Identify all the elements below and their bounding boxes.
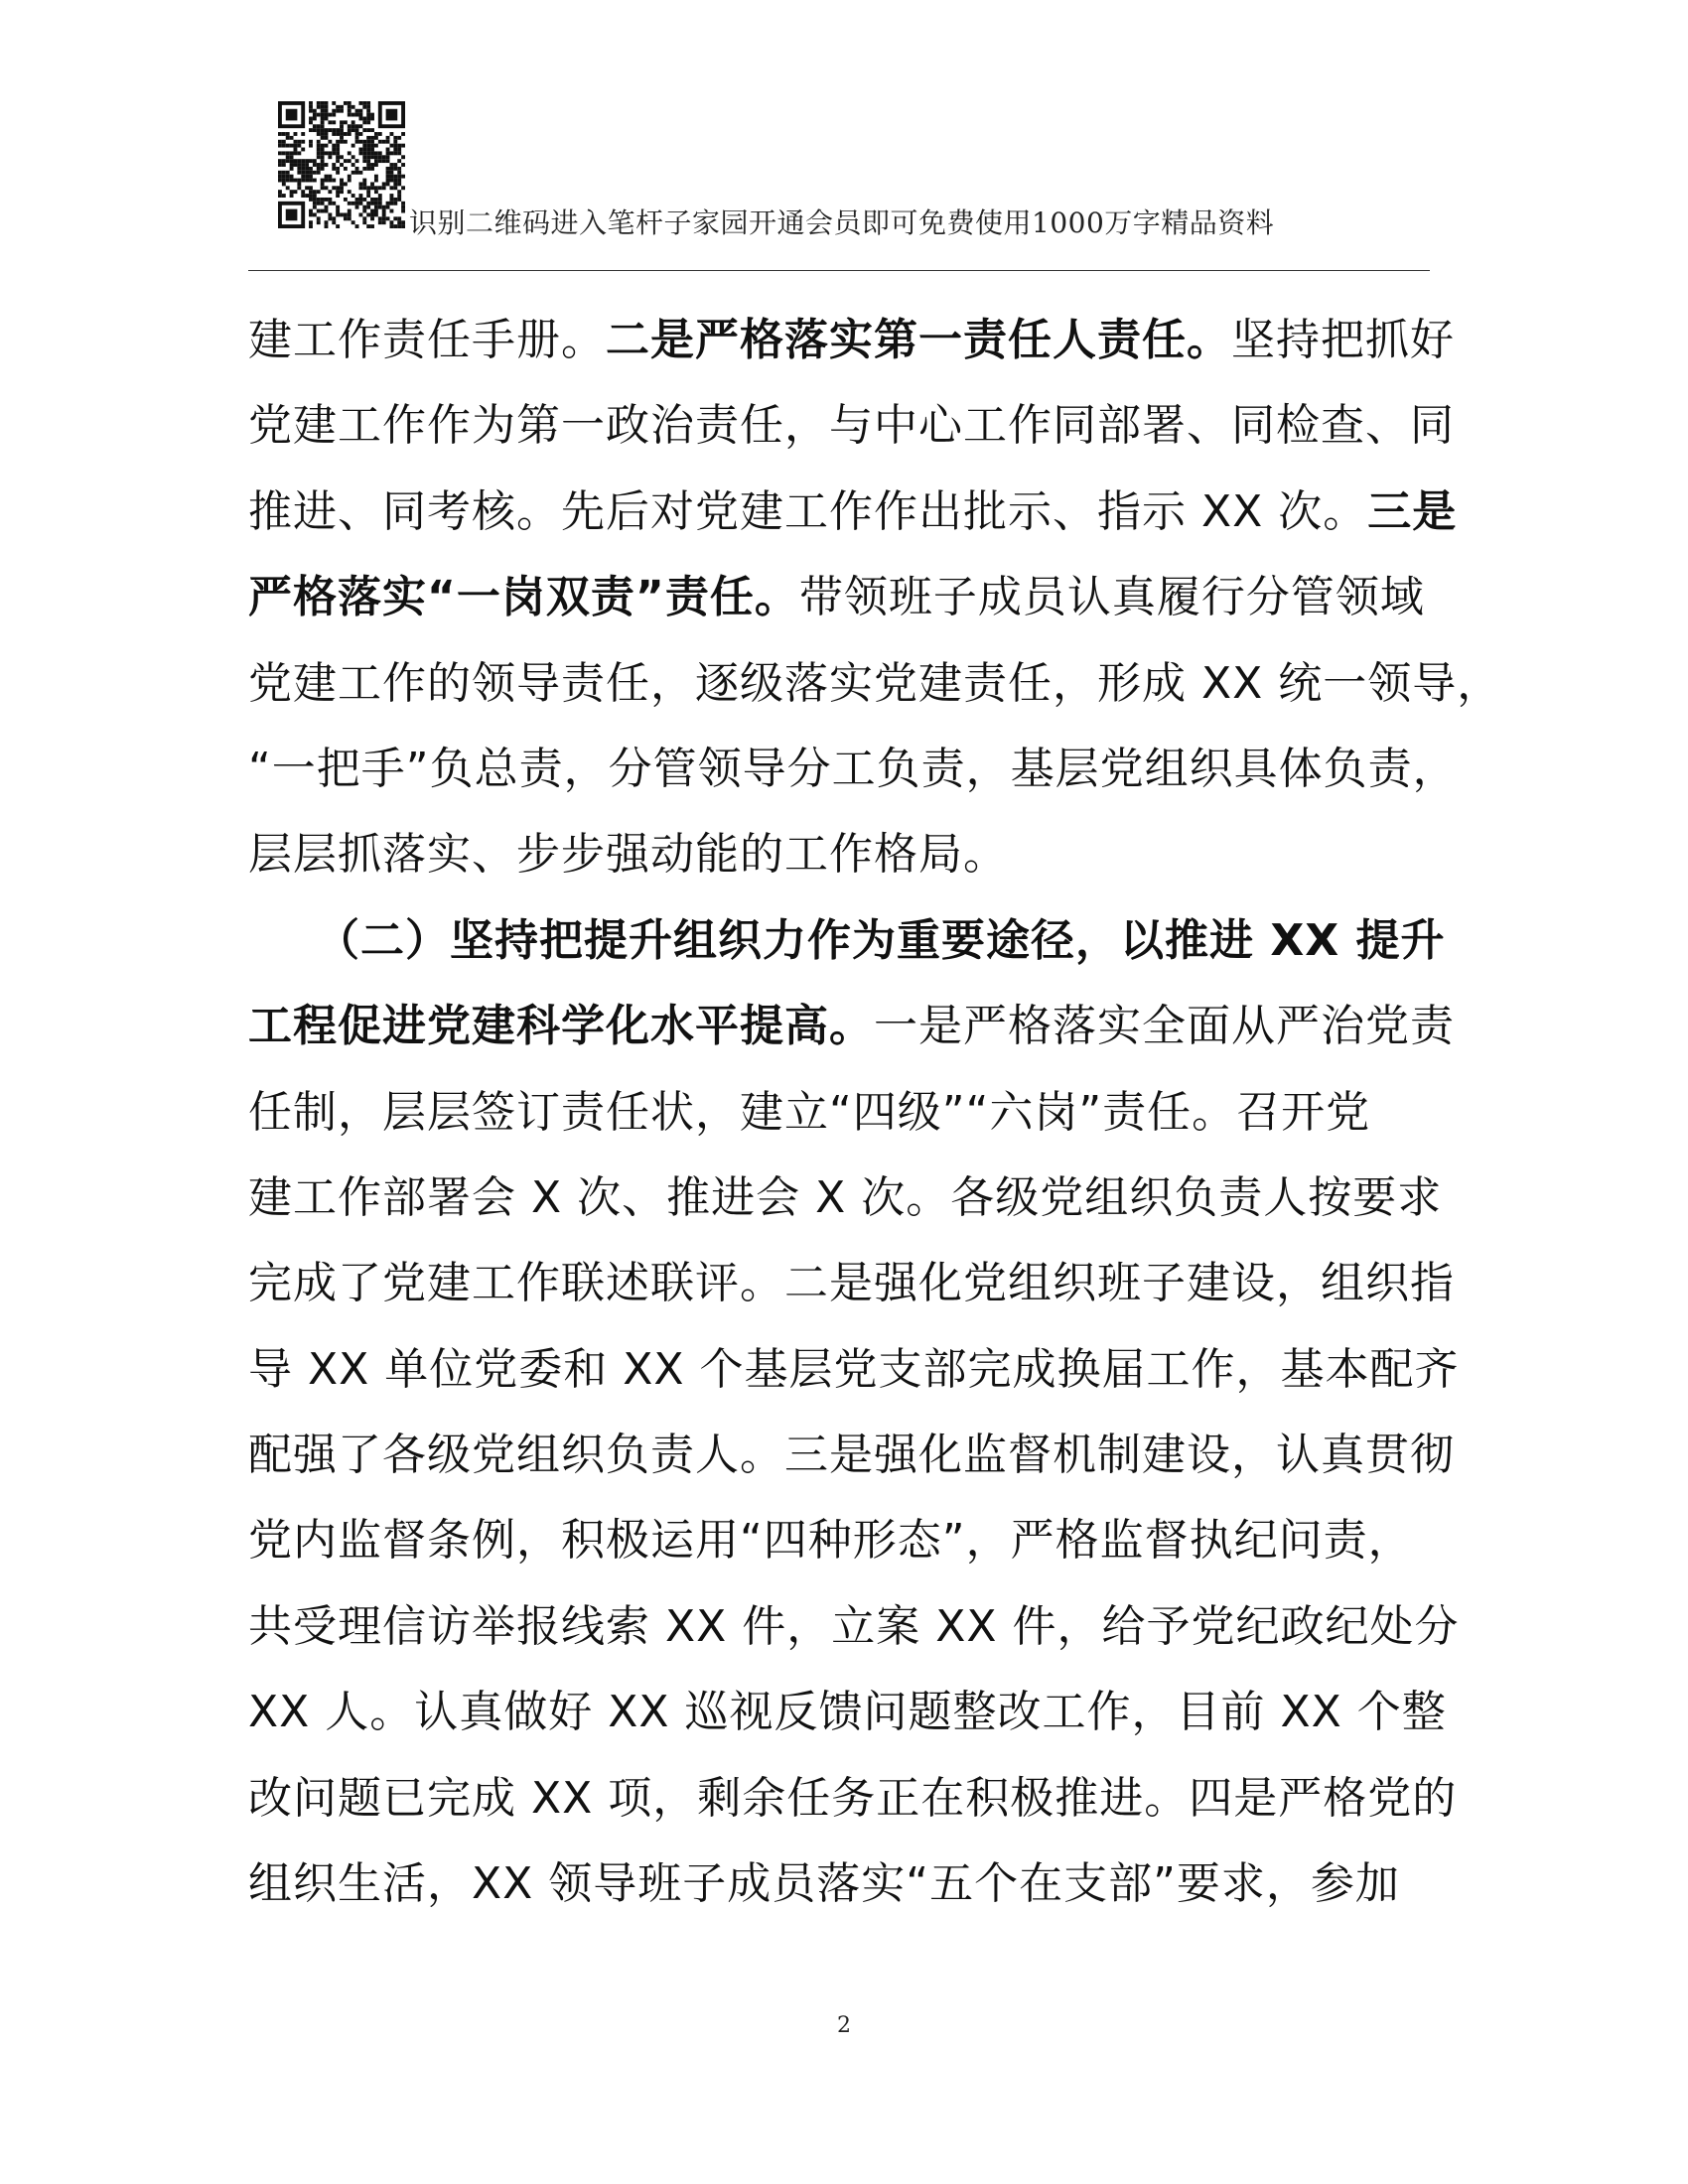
body-text: 任制，层层签订责任状，建立“四级”“六岗”责任。召开党 bbox=[248, 1086, 1371, 1138]
bold-text: 严格落实“一岗双责”责任。 bbox=[248, 572, 799, 623]
body-line bbox=[248, 812, 1440, 897]
body-line bbox=[248, 1156, 1443, 1241]
body-text: XX 人。认真做好 XX 巡视反馈问题整改工作，目前 XX 个整 bbox=[248, 1687, 1447, 1738]
body-line bbox=[248, 1327, 1460, 1413]
body-line bbox=[248, 1756, 1458, 1842]
header-caption: 识别二维码进入笔杆子家园开通会员即可免费使用1000万字精品资料 bbox=[409, 206, 1275, 239]
body-text: 共受理信访举报线索 XX 件，立案 XX 件，给予党纪政纪处分 bbox=[248, 1600, 1460, 1652]
body-text: 带领班子成员认真履行分管领域 bbox=[798, 572, 1425, 623]
body-text: 配强了各级党组织负责人。三是强化监督机制建设，认真贯彻 bbox=[248, 1430, 1455, 1481]
body-line bbox=[248, 1070, 1440, 1156]
body-line bbox=[248, 1498, 1440, 1583]
body-text: 建工作责任手册。 bbox=[248, 315, 606, 365]
bold-text: 工程促进党建科学化水平提高。 bbox=[248, 1001, 874, 1052]
body-text: 改问题已完成 XX 项，剩余任务正在积极推进。四是严格党的 bbox=[248, 1772, 1458, 1824]
body-line bbox=[248, 898, 1446, 984]
body-text: 一是严格落实全面从严治党责 bbox=[874, 1001, 1455, 1052]
bold-text: 三是 bbox=[1367, 485, 1458, 537]
body-line bbox=[248, 555, 1440, 640]
body-text: 建工作部署会 X 次、推进会 X 次。各级党组织负责人按要求 bbox=[248, 1171, 1443, 1223]
body-text: 导 XX 单位党委和 XX 个基层党支部完成换届工作，基本配齐 bbox=[248, 1343, 1460, 1395]
body-line bbox=[248, 1842, 1440, 1927]
body-text: 党建工作作为第一政治责任，与中心工作同部署、同检查、同 bbox=[248, 400, 1455, 452]
page-number: 2 bbox=[837, 2013, 851, 2038]
body-text: 坚持把抓好 bbox=[1231, 315, 1455, 365]
bold-text: （二）坚持把提升组织力作为重要途径，以推进 XX 提升 bbox=[248, 914, 1446, 966]
body-text: 党建工作的领导责任，逐级落实党建责任，形成 XX 统一领导， bbox=[248, 657, 1502, 709]
body-line bbox=[248, 1670, 1447, 1755]
body-text: 完成了党建工作联述联评。二是强化党组织班子建设，组织指 bbox=[248, 1258, 1455, 1309]
body-line bbox=[248, 383, 1455, 469]
body-text: 党内监督条例，积极运用“四种形态”，严格监督执纪问责， bbox=[248, 1515, 1413, 1567]
body-line bbox=[248, 470, 1458, 555]
body-text: 组织生活，XX 领导班子成员落实“五个在支部”要求，参加 bbox=[248, 1858, 1400, 1910]
body-line bbox=[248, 984, 1455, 1069]
body-line bbox=[248, 1241, 1455, 1326]
body-line bbox=[248, 298, 1455, 383]
body-line bbox=[248, 641, 1502, 727]
bold-text: 二是严格落实第一责任人责任。 bbox=[606, 315, 1231, 365]
body-line bbox=[248, 1413, 1455, 1498]
body-text: 层层抓落实、步步强动能的工作格局。 bbox=[248, 829, 1008, 881]
body-line bbox=[248, 727, 1458, 812]
document-body bbox=[248, 298, 1502, 1927]
header-divider bbox=[248, 270, 1430, 271]
body-text: “一把手”负总责，分管领导分工负责，基层党组织具体负责， bbox=[248, 743, 1458, 794]
body-text: 推进、同考核。先后对党建工作作出批示、指示 XX 次。 bbox=[248, 485, 1368, 537]
qr-code bbox=[278, 101, 405, 228]
body-line bbox=[248, 1584, 1460, 1670]
